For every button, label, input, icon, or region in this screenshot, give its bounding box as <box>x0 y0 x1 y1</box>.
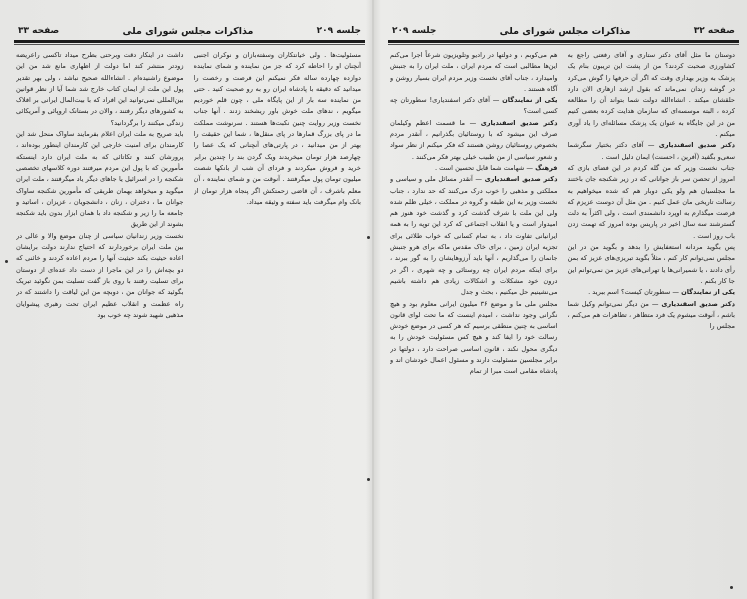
paragraph: باید صریح به ملت ایران اعلام بفرمایند ساواک منحل شد این کارمندان برای امنیت خارجی این کارمندان اینطور بوده‌اند ، پرورشان کنند و تکاتائی که به ملت ایران دارد اینستکه مأمورین که با پول این مردم میرفتند دوره کلاسهای تخصصی شکنجه را در اسرائیل یا جاهای دیگر یاد میگرفتند ، ملت ایران میگوید و میخواهد بهمان طریقی که مأمورین شکنجه ساواک جوانان ما ، دختران ، زنان ، دانشجویان ، عزیزان ، اساتید و جامعه ما را زیر و شکنجه داد با همان ابزار بدون باید شکنجه بشوند از این طریق <box>16 130 184 229</box>
text-columns <box>390 50 735 499</box>
scan-speck <box>5 260 8 263</box>
header-rule-thin <box>14 44 365 45</box>
speaker-paragraph <box>390 95 558 118</box>
page-header-title: مذاکرات مجلس شورای ملی <box>499 25 631 37</box>
text-column-right <box>568 50 736 499</box>
paragraph: پس بگوید مردانه استعفایش را بدهد و بگوید من در این مجلس نمی‌توانم کار کنم ، مثلاً بگوید تبریزی‌های عزیز که بمن رأی دادند ، یا شمیرانی‌ها یا تهرانی‌های عزیز من نمی‌توانم این جا کار بکنم . <box>567 243 735 285</box>
speaker-name: دکتر صدیق اسفندیاری <box>484 175 558 184</box>
speech-text: — آقای دکتر بختیار سگرشما سعی‌و بگفید (آفرین ، احسنت) ایمان دلیل است . <box>567 141 735 161</box>
paragraph: داشت در اینکار دقت وبرحتی بطرح میداد تاکسی راعریضه زودتر منتشر کند اما دولت از اظهاری مانع شد من این موضوع راشنیده‌ام . انشاءالله صحیح نباشد ، ولی بهر تقدیر پول این ملت از ایمان کتاب خارج شد شما آیا از نظر قوانین بین‌المللی نمی‌توانید این افراد که با بیت‌المال ایرانی بر افلاک به کشورهای دیگر رفتند ، والان در بستانک اروپائی و آمریکائی زندگی میکنند را برگردانید؟ <box>16 51 184 127</box>
scan-speck <box>730 586 733 589</box>
text-column-right <box>194 50 362 499</box>
header-rule <box>388 40 739 43</box>
speaker-paragraph <box>390 118 558 163</box>
paragraph: مجلس ملی ما و موضع ۳۶ میلیون ایرانی معلوم بود و هیچ نگرانی وجود نداشت ، امیدم اینست که ما تحت لوای قانون اساسی به چنین منطقی برسیم که هر کسی در موضع خودش رسالت خود را ایفا کند و هیچ کس مسئولیت خودش را به دیگری محول نکند ، قانون اساسی صراحت دارد ، دولتها در برابر مجلسین مسئولیت دارند و مسئول اعمال خودشان اند و پادشاه مقامی است مبرا از تمام <box>390 299 558 376</box>
speaker-paragraph <box>568 299 736 333</box>
speaker-paragraph <box>568 140 736 163</box>
text-column-left <box>390 50 558 499</box>
header-rule-thin <box>388 44 739 45</box>
page-number: صفحه ۳۳ <box>18 26 60 36</box>
header-rule <box>14 40 365 43</box>
page-32 <box>374 0 747 599</box>
speech-text: — من دیگر نمی‌توانم وکیل شما باشم ، آنوقت میشوم یک فرد متظاهر ، تظاهرات هم می‌کنم ، مجلس را <box>567 299 735 331</box>
speaker-paragraph <box>568 287 736 298</box>
speaker-name: دکتر صدیق اسفندیاری <box>480 118 558 127</box>
speaker-name: فرهنگ <box>535 163 558 172</box>
speaker-name: یکی از نمایندگان <box>502 96 558 105</box>
paragraph: دوستان ما مثل آقای دکتر ستاری و آقای رفعتی راجع به کشاورزی صحبت کردند؟ من از پشت این تریبون بنام یک پزشک به وزیر بهداری وقت که اگر آن حرفها را گوش می‌کرد در گوشه زندان نمی‌ماند که بقول ارشد ازهاری الان دارد حلقشان میکند . انشاءالله دولت شما بتواند آن را مطالعه کرده ، البته موسسه‌ای که سازمان هدایت کرده بعضی کنیم من در این جایگاه به عنوان یک پزشک مسائله‌ای را یاد آوری میکنم . <box>567 51 735 139</box>
page-header <box>18 24 361 38</box>
speech-text: — ما قسمت اعظم وکیلمان صرف این میشود که با روستائیان بگذرانیم ، آنقدر مردم بخصوص روستائیان روشن هستند که فکر میکنم از نظر سواد و شعور سیاسی از من طبیب خیلی بهتر فکر می‌کنند . <box>390 118 558 161</box>
page-33 <box>0 0 373 599</box>
page-header <box>392 24 735 38</box>
speech-text: — سطورتان کیست؟ اسم ببرید . <box>588 288 679 297</box>
speaker-name: یکی از نمایندگان <box>681 288 735 297</box>
session-label: جلسه ۲۰۹ <box>392 26 437 36</box>
scan-speck <box>367 236 370 239</box>
paragraph: نخست وزیر زندانیان سیاسی از چنان موضع والا و عالی در بین ملت ایران برخوردارند که احتیاج ندارند دولت برایشان اعاده حیثیت بکند حیثیت آنها را مردم اعاده کردند و خائنی که دو بچه‌اش را در این ماجرا از دست داد عده‌ای از دوستان برای تسلیت رفتند با روی باز گفت تسلیت بمن نگوئید تبریک بگوئید که جوانان من ، دوبچه من این لیاقت را داشتند که در راه عظمت و انقلاب عظیم ایران تحت رهبری پیشوایان مذهبی شهید شوند چه خوب بود <box>16 231 184 319</box>
scan-speck <box>367 478 370 481</box>
speaker-name: دکتر صدیق اسفندیاری <box>661 299 735 308</box>
text-column-left <box>16 50 184 499</box>
paragraph: هم می‌کوبم ، و دولتها در رادیو وتلویزیون شرعاً اجرا می‌کنم این‌ها مطالبی است که مردم ایران ، ملت ایران را به جنبش وامیدارد ، جناب آقای نخست وزیر مردم ایران بسیار روشن و آگاه هستند . <box>390 51 558 93</box>
speaker-paragraph <box>390 163 558 174</box>
page-header-title: مذاکرات مجلس شورای ملی <box>122 25 254 37</box>
page-number: صفحه ۳۲ <box>693 26 735 36</box>
speaker-paragraph <box>390 174 558 298</box>
paragraph: جناب نخست وزیر که من گله کردم در این فضای بازی که امروز از تحصن سر باز جوانانی که در زیر شکنجه جان باختند ما مجلسیان هم ولو یکی دوبار هم که شده میخواهیم به رسالت تاریخی مان عمل کنیم . من مثل آن دوست عزیزم که فرصت میگذارم به اوپرد دانشمندی است ، ولی اکثراً به دلت گسترشند سه سال اخیر در پاریس بوده امروز که تهمت زدن باب روز است . <box>567 163 735 240</box>
text-columns <box>16 50 361 499</box>
speech-text: — شهامت شما قابل تحسین است . <box>434 163 533 172</box>
speech-text: — آنقدر مسائل ملی و سیاسی و مملکتی و مذهبی را خوب درک می‌کنند که حد ندارد ، جناب نخست وزیر به این طبقه و گروه در مملکت ، خیلی ظلم شده ولی این ملت با شرف گذشت کرد و گذشت خود هنوز هم امیدوار است و یا انقلاب اجتماعی که کرد این توپه را به همه ایرانیانی تفاوت داد ، به تمام کسانی که خواب طلائی برای تجزیه ایران زمین ، برای خاک مقدس ماکه برای هرو جنبش جانمان را می‌گذاریم ، آنها باید آرزوهایشان را به گور ببرند ، برای اینکه مردم ایران چه روستائی و چه شهری ، اگر در درون خود مشکلات و اشکالات زیادی هم داشته باشیم می‌نشینیم حل میکنیم ، بحث و جدل <box>390 175 558 297</box>
session-label: جلسه ۲۰۹ <box>316 26 361 36</box>
speech-text: — آقای دکتر اسفندیاری! سطورتان چه کسی است؟ <box>390 96 558 116</box>
speaker-name: دکتر صدیق اسفندیاری <box>658 141 735 150</box>
paragraph: مسئولیت‌ها . ولی خیانتکاران وسفته‌بازان و نوکران اجنبی آنچنان او را احاطه کرد که جز من نماینده و شمای نماینده دوازده چهارده ساله فکر نمیکنم این فرصت و رخصت را میدانید که دقیقه با پادشاه ایران رو به رو صحبت کنید . حتی من نماینده سه بار از این پایگاه ملی ، چون قلم خوردیم میگویم ، ندهای ملت خوش باور ریشخند زدند . آنها جناب نخست وزیر روایت چنین نکبت‌ها هستند . سرنوشت مملکت ما در پای بزرگ قمارها در پای منقل‌ها ، شما این حقیقت را بهتر از من میدانید ، در پارتی‌های آنچنانی که یک عصا را چهارصد هزار تومان میخریدند ویک گردن بند را چندین برابر خرید و فروش میکردند و فردای آن شب از بانکها شصت میلیون تومان پول میگرفتند . آنوقت من و شمای نماینده ، آن معلم باشرف ، آن قاضی زحمتکش اگر پنجاه هزار تومان از بانک وام میگرفت باید سفته و وثیقه میداد. <box>193 51 361 206</box>
